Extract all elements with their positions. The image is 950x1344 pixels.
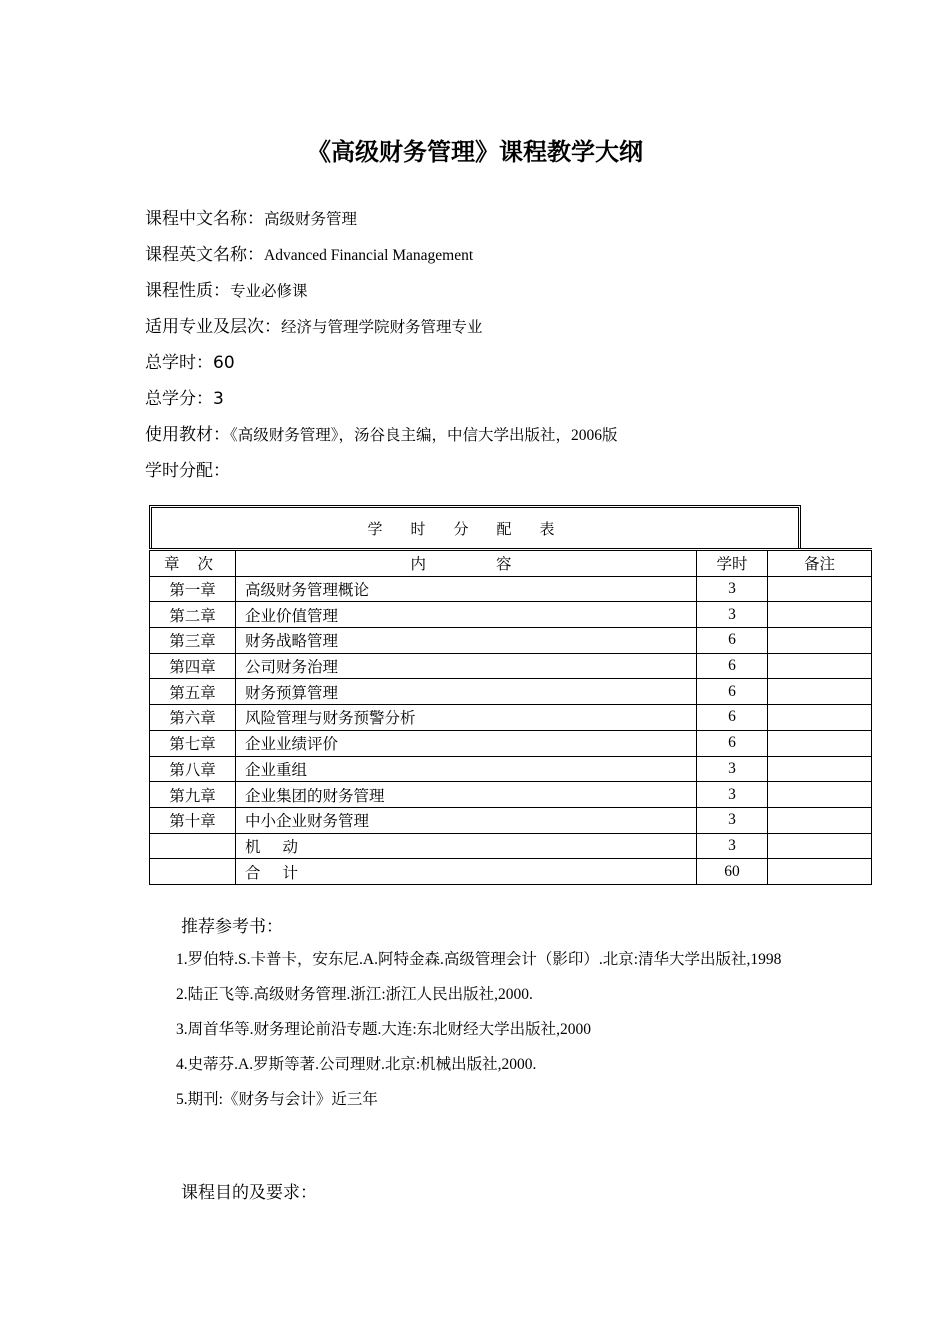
cell-notes xyxy=(768,859,872,885)
cell-chapter: 第九章 xyxy=(150,782,236,808)
cell-content: 合计 xyxy=(236,859,697,885)
field-label: 课程中文名称： xyxy=(145,209,264,229)
cell-notes xyxy=(768,628,872,654)
field-label: 适用专业及层次： xyxy=(145,317,281,337)
field-label: 使用教材： xyxy=(145,425,230,445)
reference-item: 1.罗伯特.S.卡普卡，安东尼.A.阿特金森.高级管理会计（影印）.北京:清华大学出版社,1998 xyxy=(176,951,782,968)
field-value: 专业必修课 xyxy=(230,283,308,300)
cell-chapter: 第二章 xyxy=(150,602,236,628)
cell-notes xyxy=(768,653,872,679)
table-row xyxy=(150,782,872,808)
cell-content: 风险管理与财务预警分析 xyxy=(236,705,697,731)
table-row xyxy=(150,653,872,679)
field-value: 《高级财务管理》，汤谷良主编，中信大学出版社，2006版 xyxy=(230,427,618,444)
reference-item: 5.期刊:《财务与会计》近三年 xyxy=(176,1091,378,1108)
cell-notes xyxy=(768,576,872,602)
table-row xyxy=(150,859,872,885)
goals-heading: 课程目的及要求： xyxy=(181,1183,317,1203)
cell-content: 高级财务管理概论 xyxy=(236,576,697,602)
table-row xyxy=(150,602,872,628)
cell-hours: 3 xyxy=(697,602,768,628)
cell-content: 企业集团的财务管理 xyxy=(236,782,697,808)
field-label: 学时分配： xyxy=(145,461,230,481)
table-row xyxy=(150,628,872,654)
cell-hours: 6 xyxy=(697,653,768,679)
header-content: 内容 xyxy=(236,550,697,577)
field-value: Advanced Financial Management xyxy=(264,247,474,264)
cell-hours: 60 xyxy=(697,859,768,885)
cell-content: 财务战略管理 xyxy=(236,628,697,654)
table-row xyxy=(150,679,872,705)
table-row xyxy=(150,756,872,782)
cell-hours: 6 xyxy=(697,705,768,731)
cell-notes xyxy=(768,807,872,833)
cell-chapter: 第一章 xyxy=(150,576,236,602)
field-value: 60 xyxy=(213,353,235,373)
cell-hours: 6 xyxy=(697,679,768,705)
header-notes: 备注 xyxy=(768,550,872,577)
references-section xyxy=(145,912,815,1117)
cell-chapter xyxy=(150,859,236,885)
cell-chapter: 第四章 xyxy=(150,653,236,679)
allocation-grid xyxy=(149,548,872,885)
cell-hours: 3 xyxy=(697,576,768,602)
cell-notes xyxy=(768,782,872,808)
header-hours: 学时 xyxy=(697,550,768,577)
field-hour-allocation xyxy=(145,454,825,490)
cell-notes xyxy=(768,679,872,705)
cell-chapter: 第七章 xyxy=(150,730,236,756)
cell-hours: 3 xyxy=(697,807,768,833)
reference-item: 2.陆正飞等.高级财务管理.浙江:浙江人民出版社,2000. xyxy=(176,986,533,1003)
field-label: 总学分： xyxy=(145,389,213,409)
field-total-credits xyxy=(145,382,825,418)
field-value: 高级财务管理 xyxy=(264,211,358,228)
course-info xyxy=(145,202,825,490)
cell-chapter: 第十章 xyxy=(150,807,236,833)
field-value: 3 xyxy=(213,389,224,409)
reference-item: 3.周首华等.财务理论前沿专题.大连:东北财经大学出版社,2000 xyxy=(176,1021,592,1038)
field-course-nature xyxy=(145,274,825,310)
cell-notes xyxy=(768,705,872,731)
cell-content: 中小企业财务管理 xyxy=(236,807,697,833)
cell-content: 公司财务治理 xyxy=(236,653,697,679)
cell-content: 企业重组 xyxy=(236,756,697,782)
cell-content: 企业业绩评价 xyxy=(236,730,697,756)
cell-chapter xyxy=(150,833,236,859)
cell-chapter: 第六章 xyxy=(150,705,236,731)
field-value: 经济与管理学院财务管理专业 xyxy=(281,319,483,336)
field-english-name xyxy=(145,238,825,274)
table-row xyxy=(150,833,872,859)
cell-chapter: 第八章 xyxy=(150,756,236,782)
header-chapter: 章次 xyxy=(150,550,236,577)
field-textbook xyxy=(145,418,825,454)
cell-content: 机动 xyxy=(236,833,697,859)
cell-hours: 6 xyxy=(697,628,768,654)
field-label: 课程性质： xyxy=(145,281,230,301)
table-row xyxy=(150,807,872,833)
cell-hours: 3 xyxy=(697,833,768,859)
cell-notes xyxy=(768,756,872,782)
cell-hours: 6 xyxy=(697,730,768,756)
reference-item: 4.史蒂芬.A.罗斯等著.公司理财.北京:机械出版社,2000. xyxy=(176,1056,537,1073)
cell-content: 财务预算管理 xyxy=(236,679,697,705)
table-caption: 学时分配表 xyxy=(149,505,801,548)
field-label: 总学时： xyxy=(145,353,213,373)
cell-chapter: 第三章 xyxy=(150,628,236,654)
field-applicable-major xyxy=(145,310,825,346)
field-total-hours xyxy=(145,346,825,382)
table-row xyxy=(150,576,872,602)
references-heading: 推荐参考书： xyxy=(181,917,283,937)
field-chinese-name xyxy=(145,202,825,238)
hour-allocation-table xyxy=(149,505,835,885)
cell-notes xyxy=(768,833,872,859)
cell-hours: 3 xyxy=(697,782,768,808)
cell-notes xyxy=(768,602,872,628)
field-label: 课程英文名称： xyxy=(145,245,264,265)
cell-content: 企业价值管理 xyxy=(236,602,697,628)
cell-chapter: 第五章 xyxy=(150,679,236,705)
table-row xyxy=(150,730,872,756)
cell-hours: 3 xyxy=(697,756,768,782)
document-title: 《高级财务管理》课程教学大纲 xyxy=(307,138,643,166)
table-row xyxy=(150,705,872,731)
table-header-row xyxy=(150,550,872,577)
cell-notes xyxy=(768,730,872,756)
